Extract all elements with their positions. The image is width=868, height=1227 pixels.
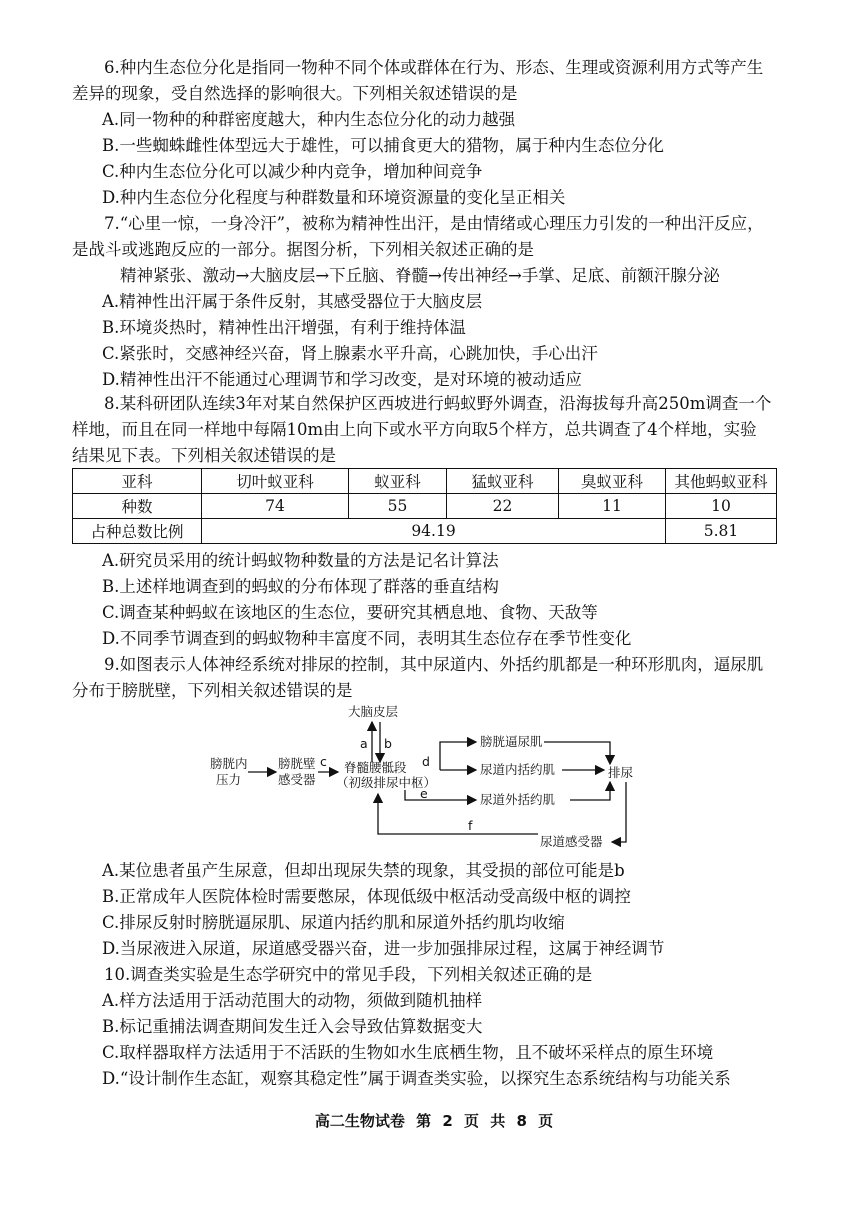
arrow (570, 782, 610, 800)
option-b: B.标记重捕法调查期间发生迁入会导致估算数据变大 (102, 1017, 483, 1036)
internal-sphincter-label: 尿道内括约肌 (480, 762, 556, 777)
label-b: b (384, 736, 392, 751)
table-cell: 10 (666, 494, 777, 519)
option-d: D.精神性出汗不能通过心理调节和学习改变，是对环境的被动适应 (102, 370, 582, 389)
label-c: c (320, 754, 327, 769)
option-a: A.精神性出汗属于条件反射，其感受器位于大脑皮层 (102, 292, 483, 311)
urination-label: 排尿 (608, 765, 634, 780)
option-b: B.上述样地调查到的蚂蚁的分布体现了群落的垂直结构 (102, 577, 499, 596)
page-footer: 高二生物试卷 第 2 页 共 8 页 (314, 1112, 554, 1130)
receptor-label: 感受器 (278, 772, 316, 787)
cortex-label: 大脑皮层 (348, 704, 399, 719)
table-row (73, 494, 777, 519)
option-c: C.种内生态位分化可以减少种内竞争，增加种间竞争 (102, 162, 483, 181)
question-stem: 10.调查类实验是生态学研究中的常见手段，下列相关叙述正确的是 (104, 965, 593, 984)
question-8 (72, 391, 772, 469)
label-f: f (468, 818, 473, 833)
question-stem: 7.“心里一惊，一身冷汗”，被称为精神性出汗，是由情绪或心理压力引发的一种出汗反应，是战斗或逃跑反应的一部分。据图分析，下列相关叙述正确的是 (72, 214, 764, 259)
table-cell: 其他蚂蚁亚科 (666, 469, 777, 494)
pressure-label: 压力 (216, 772, 242, 787)
option-a: A.同一物种的种群密度越大，种内生态位分化的动力越强 (102, 110, 516, 129)
table-cell: 种数 (73, 494, 202, 519)
table-cell: 11 (559, 494, 666, 519)
question-stem: 8.某科研团队连续3年对某自然保护区西坡进行蚂蚁野外调查，沿海拔每升高250m调查一个样地，而且在同一样地中每隔10m由上向下或水平方向取5个样方，总共调查了4个样地，实验结果见下表。下列相关叙述错误的是 (72, 394, 772, 465)
option-c: C.紧张时，交感神经兴奋，肾上腺素水平升高，心跳加快，手心出汗 (102, 344, 598, 363)
label-d: d (422, 754, 430, 769)
table-cell: 22 (447, 494, 559, 519)
table-cell: 74 (202, 494, 349, 519)
table-row (73, 519, 777, 544)
option-b: B.环境炎热时，精神性出汗增强，有利于维持体温 (102, 318, 466, 337)
option-d: D.种内生态位分化程度与种群数量和环境资源量的变化呈正相关 (102, 188, 566, 207)
option-a: A.某位患者虽产生尿意，但却出现尿失禁的现象，其受损的部位可能是b (102, 861, 625, 880)
question-9-options (72, 858, 772, 962)
table-cell: 臭蚁亚科 (559, 469, 666, 494)
urination-control-diagram (200, 700, 660, 860)
detrusor-label: 膀胱逼尿肌 (480, 734, 543, 749)
table-cell: 94.19 (202, 519, 666, 544)
pressure-label: 膀胱内 (210, 756, 248, 771)
option-b: B.一些蜘蛛雌性体型远大于雄性，可以捕食更大的猎物，属于种内生态位分化 (102, 136, 664, 155)
table-cell: 亚科 (73, 469, 202, 494)
question-6 (72, 55, 772, 211)
question-9 (72, 652, 772, 704)
label-a: a (360, 736, 368, 751)
spinal-center-label: （初级排尿中枢） (336, 775, 437, 790)
option-a: A.研究员采用的统计蚂蚁物种数量的方法是记名计算法 (102, 551, 499, 570)
external-sphincter-label: 尿道外括约肌 (480, 792, 556, 807)
receptor-label: 膀胱壁 (278, 756, 316, 771)
question-8-options (72, 548, 772, 652)
pathway-e (405, 790, 476, 800)
option-d: D.不同季节调查到的蚂蚁物种丰富度不同，表明其生态位存在季节性变化 (102, 629, 632, 648)
option-c: C.调查某种蚂蚁在该地区的生态位，要研究其栖息地、食物、天敌等 (102, 603, 598, 622)
question-7 (72, 211, 772, 393)
option-d: D.“设计制作生态缸，观察其稳定性”属于调查类实验，以探究生态系统结构与功能关系 (102, 1069, 731, 1088)
option-b: B.正常成年人医院体检时需要憋尿，体现低级中枢活动受高级中枢的调控 (102, 887, 631, 906)
ant-survey-table (72, 468, 777, 544)
urethra-receptor-label: 尿道感受器 (540, 834, 603, 849)
reflex-flow-line: 精神紧张、激动→大脑皮层→下丘脑、脊髓→传出神经→手掌、足底、前额汗腺分泌 (120, 266, 720, 285)
table-cell: 切叶蚁亚科 (202, 469, 349, 494)
question-10 (72, 962, 772, 1092)
table-cell: 占种总数比例 (73, 519, 202, 544)
question-stem: 6.种内生态位分化是指同一物种不同个体或群体在行为、形态、生理或资源利用方式等产生差异的现象，受自然选择的影响很大。下列相关叙述错误的是 (72, 58, 764, 103)
arrow (612, 782, 626, 842)
table-cell: 5.81 (666, 519, 777, 544)
question-stem: 9.如图表示人体神经系统对排尿的控制，其中尿道内、外括约肌都是一种环形肌肉，逼尿肌分布于膀胱壁，下列相关叙述错误的是 (72, 655, 764, 700)
option-a: A.样方法适用于活动范围大的动物，须做到随机抽样 (102, 991, 483, 1010)
table-cell: 蚁亚科 (349, 469, 447, 494)
label-e: e (420, 786, 428, 801)
table-cell: 猛蚁亚科 (447, 469, 559, 494)
arrow (544, 742, 610, 764)
spinal-center-label: 脊髓腰骶段 (344, 760, 407, 775)
table-header-row (73, 469, 777, 494)
option-c: C.取样器取样方法适用于不活跃的生物如水生底栖生物，且不破坏采样点的原生环境 (102, 1043, 714, 1062)
pathway-d-detrusor (440, 742, 476, 770)
option-d: D.当尿液进入尿道，尿道感受器兴奋，进一步加强排尿过程，这属于神经调节 (102, 939, 665, 958)
table-cell: 55 (349, 494, 447, 519)
option-c: C.排尿反射时膀胱逼尿肌、尿道内括约肌和尿道外括约肌均收缩 (102, 913, 565, 932)
